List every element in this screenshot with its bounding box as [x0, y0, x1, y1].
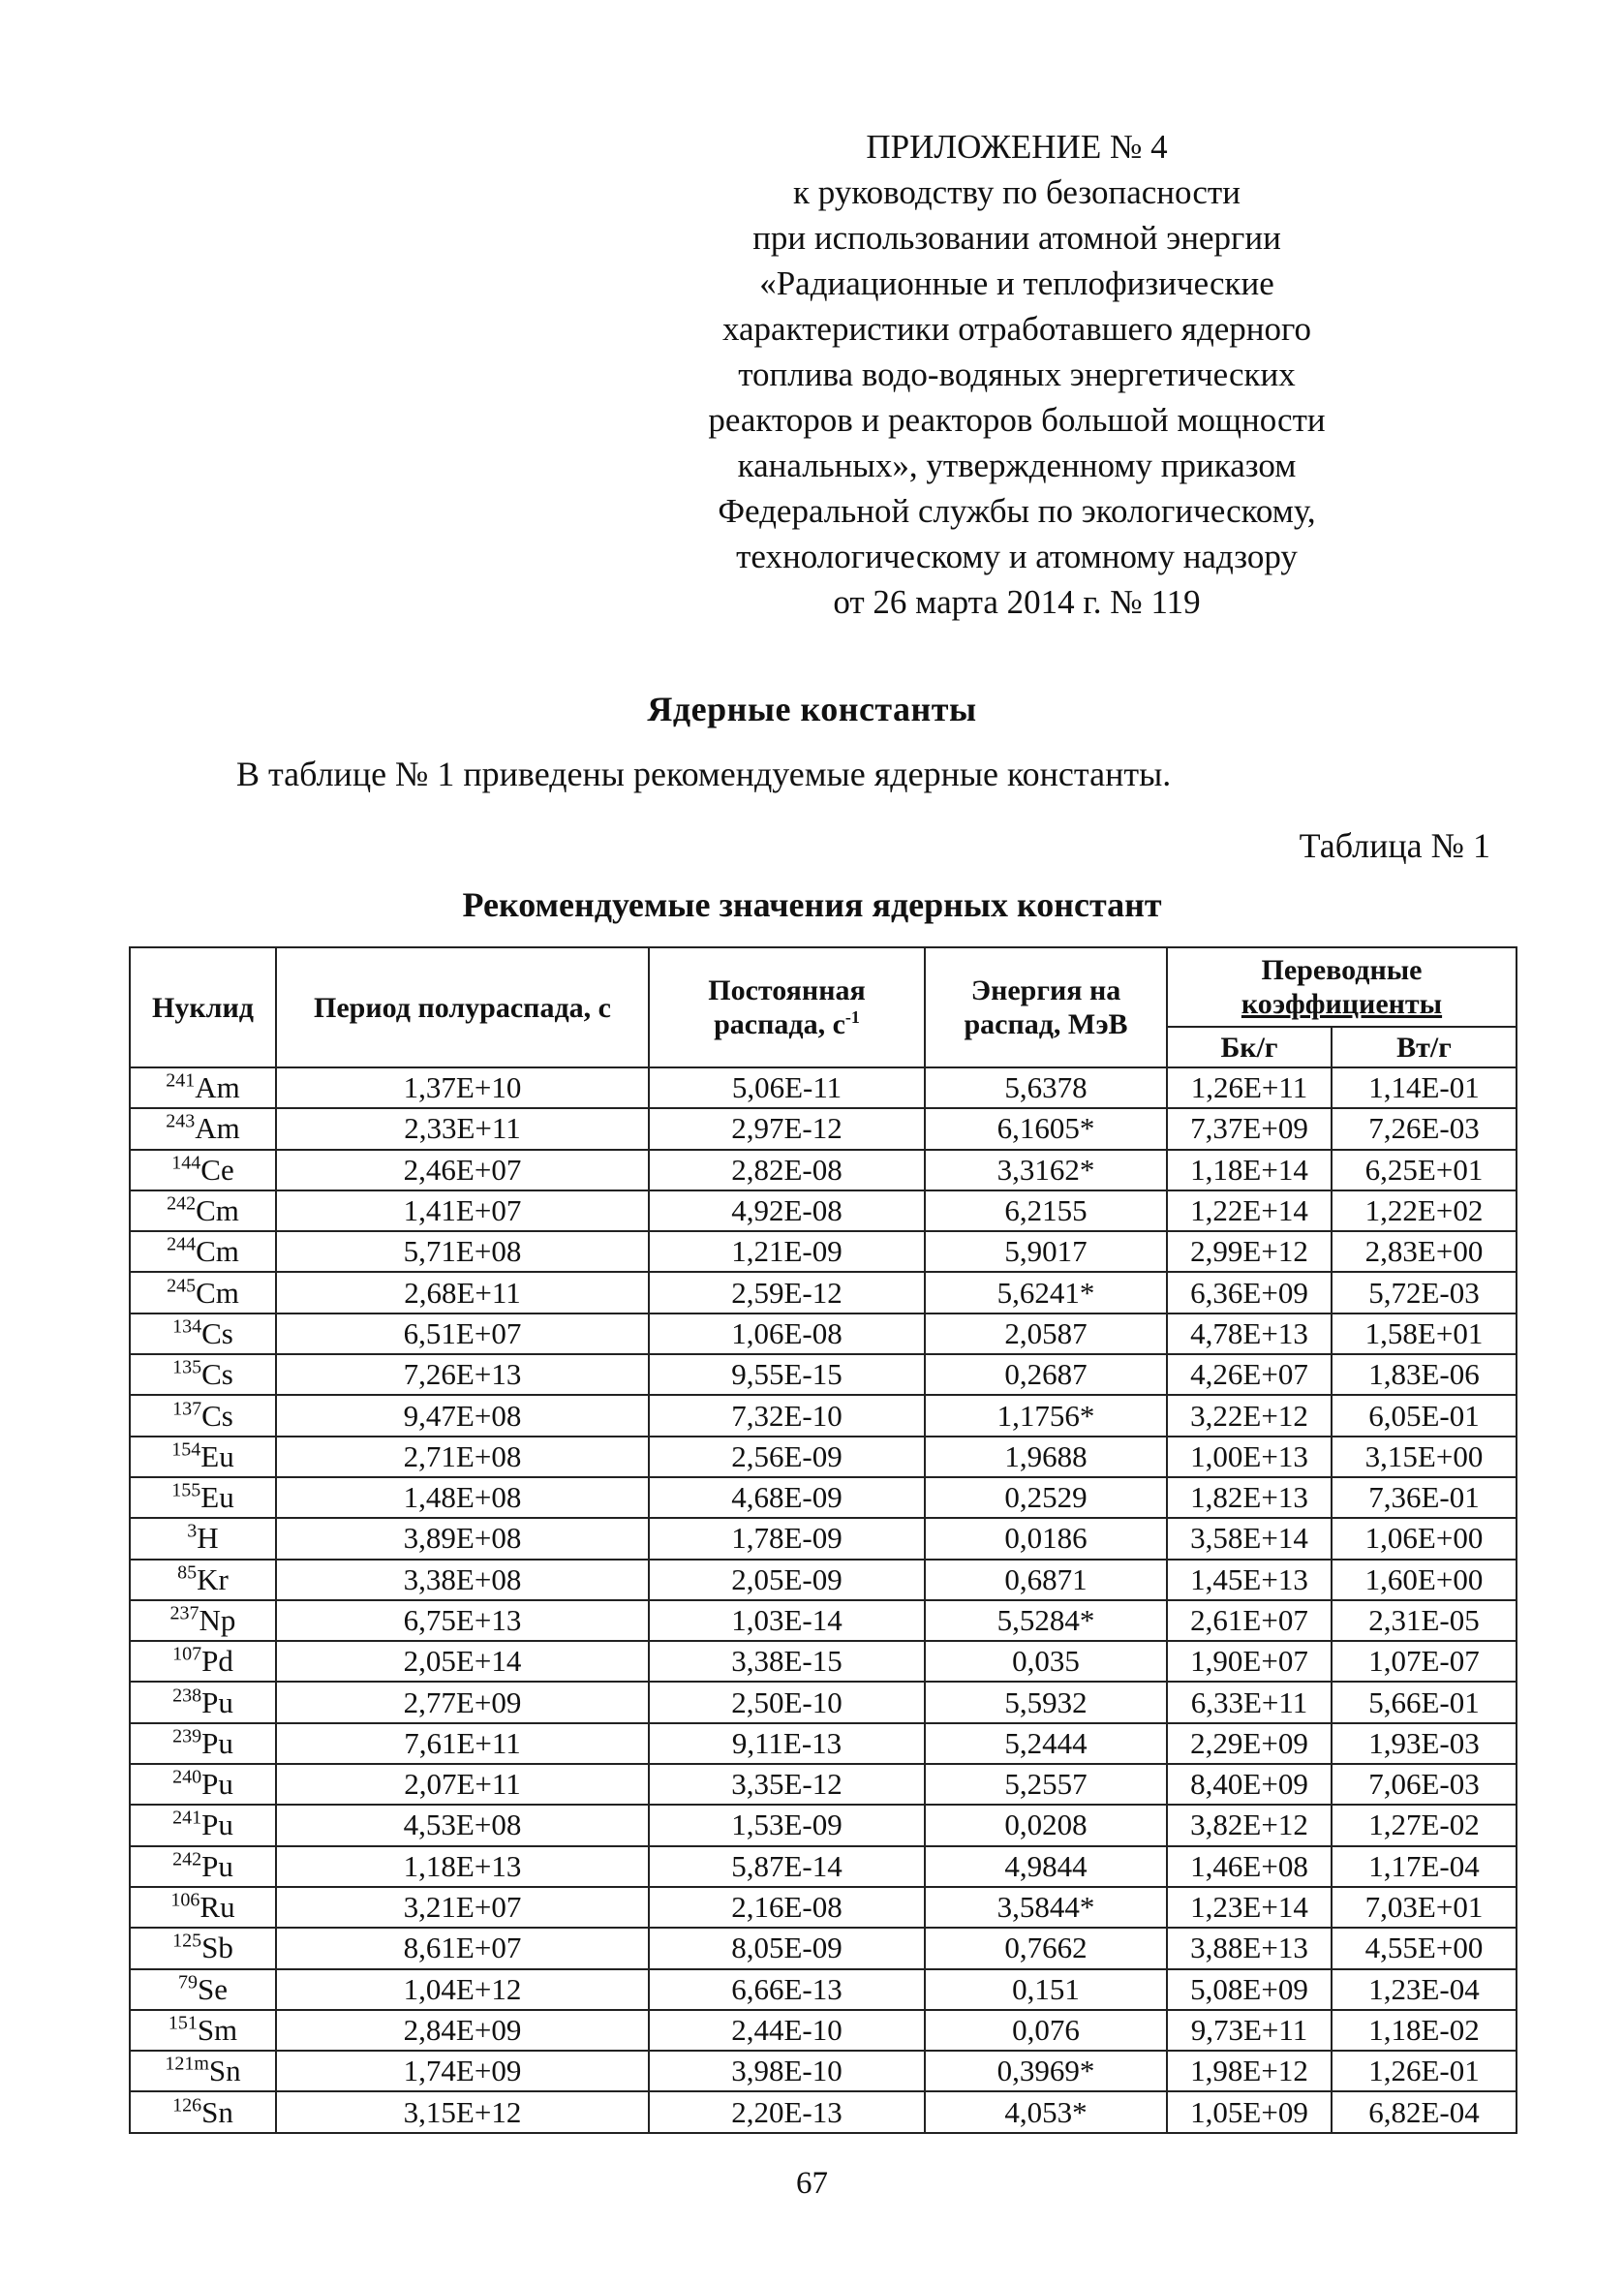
nuclide-cell: [130, 1560, 276, 1600]
w-per-g-cell: 2,31E-05: [1332, 1600, 1517, 1641]
decay-constant-cell: 9,55E-15: [649, 1354, 925, 1395]
bq-per-g-cell: 3,88E+13: [1167, 1928, 1332, 1968]
half-life-cell: 2,71E+08: [276, 1437, 649, 1477]
mass-number: 121m: [165, 2053, 209, 2075]
decay-constant-cell: 5,87E-14: [649, 1846, 925, 1887]
header-conversion-line2: коэффициенты: [1241, 988, 1443, 1020]
mass-number: 241: [172, 1808, 202, 1830]
header-bq-per-g: Бк/г: [1167, 1027, 1332, 1067]
half-life-cell: 6,51E+07: [276, 1313, 649, 1354]
decay-constant-cell: 4,68E-09: [649, 1477, 925, 1518]
bq-per-g-cell: 1,26E+11: [1167, 1067, 1332, 1108]
bq-per-g-cell: 9,73E+11: [1167, 2010, 1332, 2051]
element-symbol: Cm: [196, 1275, 239, 1310]
nuclide-cell: [130, 1437, 276, 1477]
element-symbol: Pu: [201, 1848, 233, 1883]
w-per-g-cell: 1,06E+00: [1332, 1518, 1517, 1559]
decay-constant-cell: 9,11E-13: [649, 1723, 925, 1764]
decay-constant-cell: 2,16E-08: [649, 1887, 925, 1928]
table-label: Таблица № 1: [1299, 826, 1490, 865]
energy-cell: 1,1756*: [925, 1395, 1167, 1436]
half-life-cell: 1,04E+12: [276, 1969, 649, 2010]
element-symbol: Kr: [197, 1561, 229, 1596]
table-row: [130, 1641, 1517, 1682]
w-per-g-cell: 1,93E-03: [1332, 1723, 1517, 1764]
nuclide-cell: [130, 1518, 276, 1559]
decay-constant-cell: 6,66E-13: [649, 1969, 925, 2010]
nuclide-cell: [130, 1067, 276, 1108]
decay-constant-cell: 2,05E-09: [649, 1560, 925, 1600]
nuclide-cell: [130, 2010, 276, 2051]
bq-per-g-cell: 1,18E+14: [1167, 1150, 1332, 1190]
table-row: [130, 1190, 1517, 1231]
mass-number: 144: [171, 1152, 201, 1174]
half-life-cell: 3,21E+07: [276, 1887, 649, 1928]
element-symbol: Am: [195, 1111, 240, 1146]
decay-constant-cell: 1,06E-08: [649, 1313, 925, 1354]
table-row: [130, 1682, 1517, 1722]
table-row: [130, 1395, 1517, 1436]
table-row: [130, 1846, 1517, 1887]
half-life-cell: 2,46E+07: [276, 1150, 649, 1190]
table-row: [130, 1477, 1517, 1518]
bq-per-g-cell: 1,23E+14: [1167, 1887, 1332, 1928]
table-row: [130, 1518, 1517, 1559]
mass-number: 242: [172, 1848, 202, 1870]
w-per-g-cell: 1,22E+02: [1332, 1190, 1517, 1231]
nuclide-cell: [130, 1150, 276, 1190]
mass-number: 79: [178, 1971, 198, 1993]
table-row: [130, 2051, 1517, 2091]
bq-per-g-cell: 1,98E+12: [1167, 2051, 1332, 2091]
energy-cell: 0,2529: [925, 1477, 1167, 1518]
element-symbol: Cs: [201, 1398, 233, 1433]
energy-cell: 0,6871: [925, 1560, 1167, 1600]
nuclide-cell: [130, 1764, 276, 1805]
nuclide-cell: [130, 1354, 276, 1395]
mass-number: 243: [166, 1111, 196, 1133]
nuclide-cell: [130, 1395, 276, 1436]
table-body: [130, 1067, 1517, 2133]
table-row: [130, 2010, 1517, 2051]
nuclide-cell: [130, 2051, 276, 2091]
energy-cell: 5,2557: [925, 1764, 1167, 1805]
mass-number: 155: [171, 1479, 201, 1501]
mass-number: 238: [172, 1684, 202, 1707]
half-life-cell: 1,37E+10: [276, 1067, 649, 1108]
energy-cell: 0,7662: [925, 1928, 1167, 1968]
decay-constant-cell: 1,21E-09: [649, 1231, 925, 1272]
element-symbol: H: [197, 1521, 219, 1556]
half-life-cell: 3,89E+08: [276, 1518, 649, 1559]
decay-constant-cell: 3,35E-12: [649, 1764, 925, 1805]
half-life-cell: 5,71E+08: [276, 1231, 649, 1272]
w-per-g-cell: 1,83E-06: [1332, 1354, 1517, 1395]
w-per-g-cell: 5,72E-03: [1332, 1272, 1517, 1313]
mass-number: 240: [172, 1766, 202, 1788]
element-symbol: Sn: [208, 2054, 241, 2088]
w-per-g-cell: 6,82E-04: [1332, 2091, 1517, 2132]
header-decay-constant-exponent: -1: [844, 1007, 860, 1027]
mass-number: 244: [167, 1234, 197, 1255]
w-per-g-cell: 4,55E+00: [1332, 1928, 1517, 1968]
header-line: ПРИЛОЖЕНИЕ № 4: [866, 128, 1168, 166]
header-energy-line1: Энергия на: [970, 974, 1121, 1006]
bq-per-g-cell: 2,61E+07: [1167, 1600, 1332, 1641]
bq-per-g-cell: 4,78E+13: [1167, 1313, 1332, 1354]
half-life-cell: 6,75E+13: [276, 1600, 649, 1641]
bq-per-g-cell: 2,99E+12: [1167, 1231, 1332, 1272]
energy-cell: 4,053*: [925, 2091, 1167, 2132]
mass-number: 125: [172, 1931, 202, 1953]
w-per-g-cell: 1,18E-02: [1332, 2010, 1517, 2051]
w-per-g-cell: 7,36E-01: [1332, 1477, 1517, 1518]
table-row: [130, 1600, 1517, 1641]
header-line: канальных», утвержденному приказом: [737, 447, 1297, 484]
header-decay-constant-line1: Постоянная: [708, 974, 866, 1006]
decay-constant-cell: 8,05E-09: [649, 1928, 925, 1968]
decay-constant-cell: 3,38E-15: [649, 1641, 925, 1682]
mass-number: 126: [172, 2094, 202, 2117]
table-row: [130, 1437, 1517, 1477]
w-per-g-cell: 5,66E-01: [1332, 1682, 1517, 1722]
element-symbol: Cm: [196, 1234, 239, 1269]
table-row: [130, 1150, 1517, 1190]
nuclide-cell: [130, 2091, 276, 2132]
decay-constant-cell: 5,06E-11: [649, 1067, 925, 1108]
nuclide-cell: [130, 1723, 276, 1764]
element-symbol: Am: [195, 1070, 240, 1105]
energy-cell: 0,035: [925, 1641, 1167, 1682]
mass-number: 237: [169, 1602, 199, 1624]
energy-cell: 0,076: [925, 2010, 1167, 2051]
half-life-cell: 2,33E+11: [276, 1108, 649, 1149]
half-life-cell: 4,53E+08: [276, 1805, 649, 1845]
bq-per-g-cell: 3,58E+14: [1167, 1518, 1332, 1559]
decay-constant-cell: 2,20E-13: [649, 2091, 925, 2132]
bq-per-g-cell: 5,08E+09: [1167, 1969, 1332, 2010]
header-conversion-factors: [1167, 947, 1517, 1027]
half-life-cell: 7,61E+11: [276, 1723, 649, 1764]
header-line: Федеральной службы по экологическому,: [718, 492, 1316, 530]
half-life-cell: 2,68E+11: [276, 1272, 649, 1313]
half-life-cell: 2,05E+14: [276, 1641, 649, 1682]
decay-constant-cell: 4,92E-08: [649, 1190, 925, 1231]
w-per-g-cell: 7,26E-03: [1332, 1108, 1517, 1149]
w-per-g-cell: 3,15E+00: [1332, 1437, 1517, 1477]
element-symbol: Sm: [197, 2012, 238, 2047]
energy-cell: 5,6241*: [925, 1272, 1167, 1313]
w-per-g-cell: 7,06E-03: [1332, 1764, 1517, 1805]
half-life-cell: 1,41E+07: [276, 1190, 649, 1231]
header-line: «Радиационные и теплофизические: [759, 264, 1274, 302]
nuclide-cell: [130, 1969, 276, 2010]
nuclide-cell: [130, 1682, 276, 1722]
mass-number: 3: [187, 1521, 198, 1543]
table-title: Рекомендуемые значения ядерных констант: [462, 885, 1162, 924]
mass-number: 242: [167, 1192, 197, 1215]
mass-number: 154: [171, 1438, 201, 1461]
bq-per-g-cell: 6,33E+11: [1167, 1682, 1332, 1722]
header-line: технологическому и атомному надзору: [736, 538, 1298, 575]
header-conversion-line1: Переводные: [1261, 954, 1423, 986]
header-line: к руководству по безопасности: [793, 173, 1241, 211]
element-symbol: Se: [198, 1971, 228, 2006]
half-life-cell: 3,15E+12: [276, 2091, 649, 2132]
decay-constant-cell: 2,82E-08: [649, 1150, 925, 1190]
decay-constant-cell: 2,97E-12: [649, 1108, 925, 1149]
w-per-g-cell: 1,17E-04: [1332, 1846, 1517, 1887]
element-symbol: Eu: [200, 1480, 234, 1515]
table-row: [130, 1354, 1517, 1395]
header-line: реакторов и реакторов большой мощности: [708, 401, 1326, 439]
element-symbol: Eu: [200, 1438, 234, 1473]
energy-cell: 0,3969*: [925, 2051, 1167, 2091]
bq-per-g-cell: 7,37E+09: [1167, 1108, 1332, 1149]
bq-per-g-cell: 2,29E+09: [1167, 1723, 1332, 1764]
energy-cell: 3,3162*: [925, 1150, 1167, 1190]
mass-number: 135: [172, 1356, 202, 1378]
energy-cell: 5,2444: [925, 1723, 1167, 1764]
decay-constant-cell: 1,53E-09: [649, 1805, 925, 1845]
header-energy: [925, 947, 1167, 1067]
element-symbol: Cm: [196, 1193, 239, 1228]
header-nuclide: Нуклид: [130, 947, 276, 1067]
table-row: [130, 2091, 1517, 2132]
energy-cell: 1,9688: [925, 1437, 1167, 1477]
energy-cell: 2,0587: [925, 1313, 1167, 1354]
element-symbol: Cs: [201, 1315, 233, 1350]
energy-cell: 5,6378: [925, 1067, 1167, 1108]
header-line: при использовании атомной энергии: [752, 219, 1281, 257]
energy-cell: 5,5284*: [925, 1600, 1167, 1641]
w-per-g-cell: 1,27E-02: [1332, 1805, 1517, 1845]
w-per-g-cell: 1,60E+00: [1332, 1560, 1517, 1600]
nuclide-cell: [130, 1108, 276, 1149]
table-row: [130, 1805, 1517, 1845]
w-per-g-cell: 6,25E+01: [1332, 1150, 1517, 1190]
bq-per-g-cell: 1,05E+09: [1167, 2091, 1332, 2132]
mass-number: 241: [166, 1069, 196, 1092]
mass-number: 239: [172, 1725, 202, 1747]
bq-per-g-cell: 1,45E+13: [1167, 1560, 1332, 1600]
element-symbol: Pu: [201, 1767, 233, 1802]
nuclide-cell: [130, 1641, 276, 1682]
header-line: топлива водо-водяных энергетических: [738, 355, 1296, 393]
energy-cell: 0,151: [925, 1969, 1167, 2010]
nuclide-cell: [130, 1190, 276, 1231]
mass-number: 107: [172, 1643, 202, 1665]
header-w-per-g: Вт/г: [1332, 1027, 1517, 1067]
energy-cell: 5,9017: [925, 1231, 1167, 1272]
element-symbol: Ce: [200, 1152, 234, 1187]
element-symbol: Pd: [201, 1644, 233, 1679]
bq-per-g-cell: 1,46E+08: [1167, 1846, 1332, 1887]
table-row: [130, 1969, 1517, 2010]
section-title: Ядерные константы: [647, 690, 977, 728]
nuclide-cell: [130, 1477, 276, 1518]
w-per-g-cell: 1,23E-04: [1332, 1969, 1517, 2010]
header-energy-line2: распад, МэВ: [964, 1008, 1128, 1040]
half-life-cell: 9,47E+08: [276, 1395, 649, 1436]
decay-constant-cell: 2,56E-09: [649, 1437, 925, 1477]
appendix-header: [668, 124, 1365, 625]
half-life-cell: 2,84E+09: [276, 2010, 649, 2051]
half-life-cell: 1,18E+13: [276, 1846, 649, 1887]
element-symbol: Sb: [201, 1931, 233, 1965]
half-life-cell: 3,38E+08: [276, 1560, 649, 1600]
table-row: [130, 1067, 1517, 1108]
nuclide-cell: [130, 1272, 276, 1313]
element-symbol: Ru: [199, 1890, 235, 1925]
header-line: от 26 марта 2014 г. № 119: [833, 583, 1201, 621]
half-life-cell: 8,61E+07: [276, 1928, 649, 1968]
mass-number: 106: [170, 1889, 200, 1911]
element-symbol: Pu: [201, 1684, 233, 1719]
nuclide-cell: [130, 1805, 276, 1845]
half-life-cell: 1,74E+09: [276, 2051, 649, 2091]
bq-per-g-cell: 1,00E+13: [1167, 1437, 1332, 1477]
w-per-g-cell: 7,03E+01: [1332, 1887, 1517, 1928]
decay-constant-cell: 1,03E-14: [649, 1600, 925, 1641]
energy-cell: 6,1605*: [925, 1108, 1167, 1149]
decay-constant-cell: 2,50E-10: [649, 1682, 925, 1722]
bq-per-g-cell: 3,22E+12: [1167, 1395, 1332, 1436]
bq-per-g-cell: 1,82E+13: [1167, 1477, 1332, 1518]
element-symbol: Pu: [201, 1725, 233, 1760]
table-row: [130, 1723, 1517, 1764]
energy-cell: 4,9844: [925, 1846, 1167, 1887]
energy-cell: 3,5844*: [925, 1887, 1167, 1928]
table-row: [130, 1887, 1517, 1928]
header-half-life: Период полураспада, с: [276, 947, 649, 1067]
half-life-cell: 2,07E+11: [276, 1764, 649, 1805]
table-row: [130, 1108, 1517, 1149]
nuclide-cell: [130, 1231, 276, 1272]
intro-paragraph: В таблице № 1 приведены рекомендуемые ядерные константы.: [236, 755, 1172, 793]
half-life-cell: 1,48E+08: [276, 1477, 649, 1518]
element-symbol: Cs: [201, 1357, 233, 1392]
energy-cell: 0,0186: [925, 1518, 1167, 1559]
nuclide-cell: [130, 1846, 276, 1887]
table-row: [130, 1560, 1517, 1600]
page-number: 67: [796, 2166, 828, 2201]
mass-number: 245: [167, 1275, 197, 1297]
energy-cell: 5,5932: [925, 1682, 1167, 1722]
mass-number: 137: [172, 1398, 202, 1420]
bq-per-g-cell: 1,22E+14: [1167, 1190, 1332, 1231]
nuclide-cell: [130, 1887, 276, 1928]
w-per-g-cell: 1,14E-01: [1332, 1067, 1517, 1108]
half-life-cell: 2,77E+09: [276, 1682, 649, 1722]
element-symbol: Sn: [201, 2094, 233, 2129]
table-row: [130, 1272, 1517, 1313]
bq-per-g-cell: 4,26E+07: [1167, 1354, 1332, 1395]
table-row: [130, 1231, 1517, 1272]
nuclear-constants-table: [129, 946, 1517, 2134]
table-row: [130, 1764, 1517, 1805]
energy-cell: 0,2687: [925, 1354, 1167, 1395]
table-row: [130, 1313, 1517, 1354]
bq-per-g-cell: 8,40E+09: [1167, 1764, 1332, 1805]
w-per-g-cell: 1,26E-01: [1332, 2051, 1517, 2091]
w-per-g-cell: 1,58E+01: [1332, 1313, 1517, 1354]
decay-constant-cell: 1,78E-09: [649, 1518, 925, 1559]
w-per-g-cell: 1,07E-07: [1332, 1641, 1517, 1682]
energy-cell: 6,2155: [925, 1190, 1167, 1231]
element-symbol: Np: [199, 1603, 236, 1637]
w-per-g-cell: 2,83E+00: [1332, 1231, 1517, 1272]
bq-per-g-cell: 1,90E+07: [1167, 1641, 1332, 1682]
element-symbol: Pu: [201, 1808, 233, 1842]
mass-number: 134: [172, 1315, 202, 1338]
header-line: характеристики отработавшего ядерного: [721, 310, 1312, 348]
mass-number: 151: [168, 2012, 198, 2034]
nuclide-cell: [130, 1600, 276, 1641]
decay-constant-cell: 2,59E-12: [649, 1272, 925, 1313]
mass-number: 85: [177, 1561, 198, 1584]
nuclide-cell: [130, 1313, 276, 1354]
table-row: [130, 1928, 1517, 1968]
decay-constant-cell: 7,32E-10: [649, 1395, 925, 1436]
nuclide-cell: [130, 1928, 276, 1968]
energy-cell: 0,0208: [925, 1805, 1167, 1845]
bq-per-g-cell: 3,82E+12: [1167, 1805, 1332, 1845]
decay-constant-cell: 3,98E-10: [649, 2051, 925, 2091]
bq-per-g-cell: 6,36E+09: [1167, 1272, 1332, 1313]
w-per-g-cell: 6,05E-01: [1332, 1395, 1517, 1436]
header-decay-constant: [649, 947, 925, 1067]
half-life-cell: 7,26E+13: [276, 1354, 649, 1395]
header-decay-constant-line2: распада, с: [714, 1008, 845, 1040]
decay-constant-cell: 2,44E-10: [649, 2010, 925, 2051]
